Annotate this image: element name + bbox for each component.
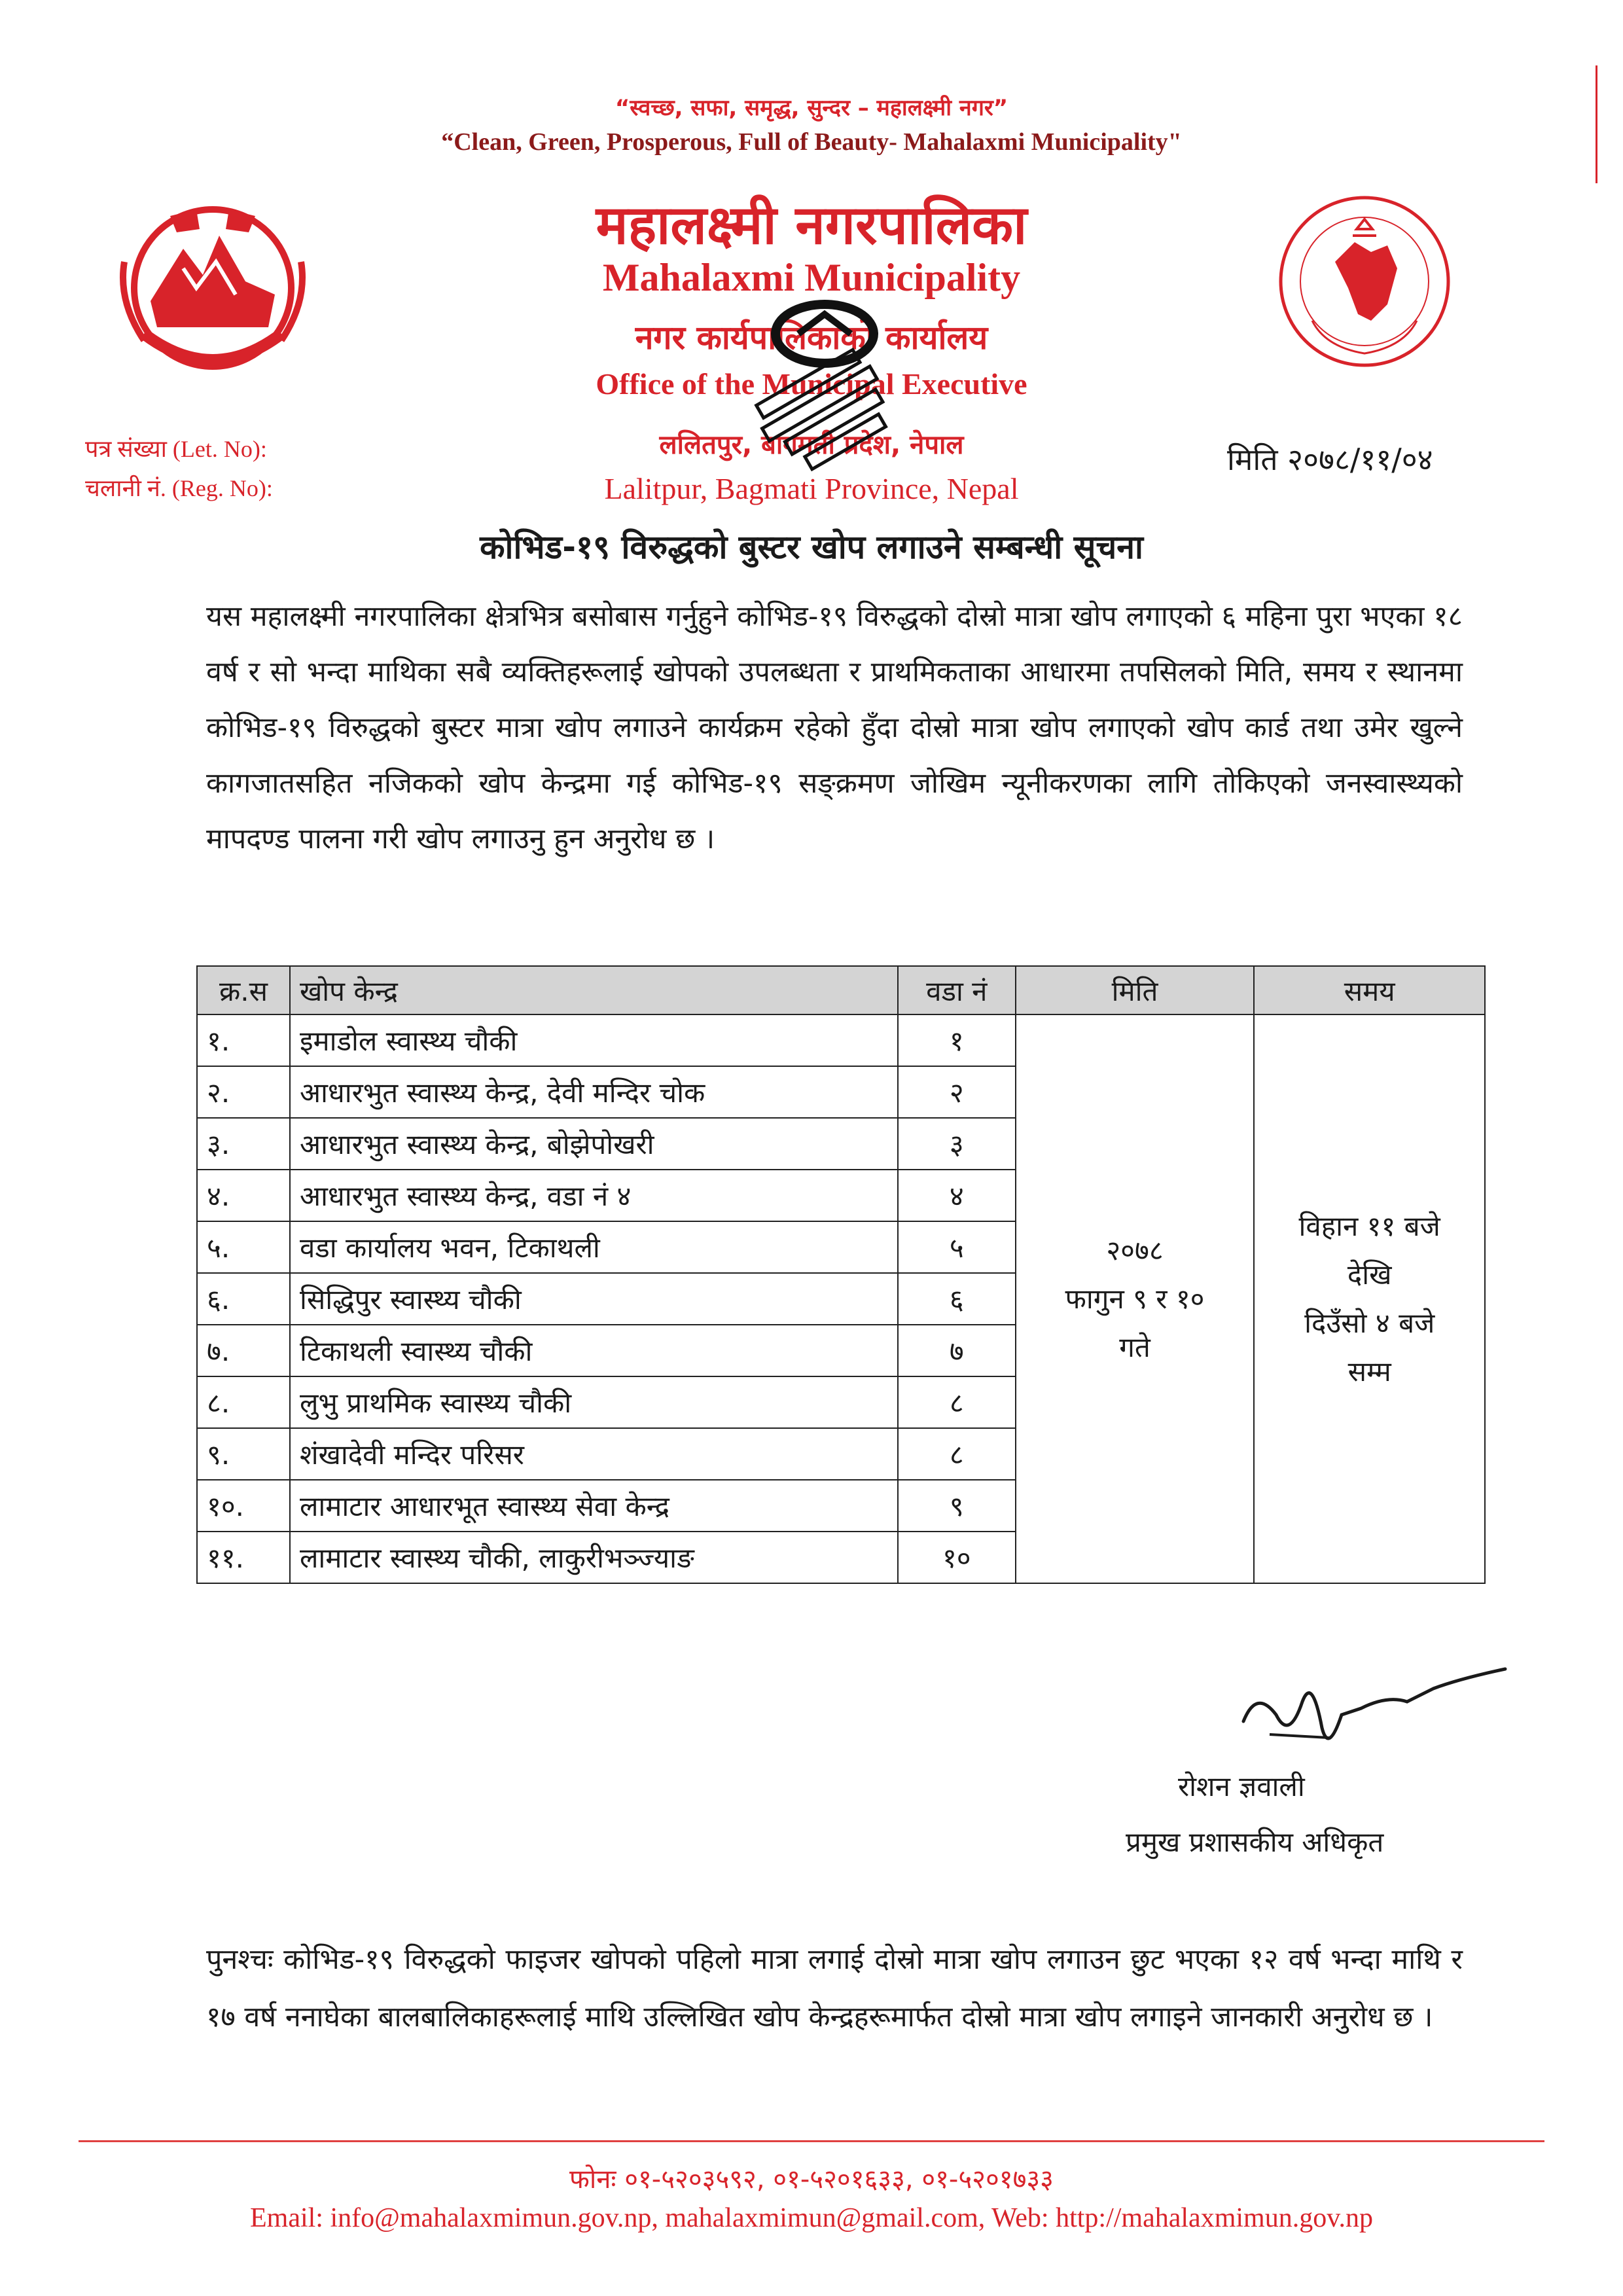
cell-time bbox=[1254, 1014, 1485, 1583]
cell-ward: ७ bbox=[898, 1325, 1016, 1376]
margin-mark bbox=[1596, 65, 1597, 183]
cell-ward: ८ bbox=[898, 1428, 1016, 1480]
cell-center: आधारभुत स्वास्थ्य केन्द्र, वडा नं ४ bbox=[290, 1170, 898, 1221]
date-line: फागुन ९ र १० bbox=[1065, 1282, 1205, 1315]
cell-ward: ६ bbox=[898, 1273, 1016, 1325]
cell-sn: १०. bbox=[197, 1480, 290, 1532]
cell-ward: ५ bbox=[898, 1221, 1016, 1273]
cell-sn: ६. bbox=[197, 1273, 290, 1325]
office-stamp-icon bbox=[726, 288, 923, 511]
cell-center: टिकाथली स्वास्थ्य चौकी bbox=[290, 1325, 898, 1376]
time-line: दिउँसो ४ बजे bbox=[1304, 1306, 1435, 1339]
header-time: समय bbox=[1254, 966, 1485, 1014]
table-header-row bbox=[197, 966, 1485, 1014]
cell-center: लामाटार स्वास्थ्य चौकी, लाकुरीभञ्ज्याङ bbox=[290, 1532, 898, 1583]
header-ward: वडा नं bbox=[898, 966, 1016, 1014]
cell-sn: ३. bbox=[197, 1118, 290, 1170]
time-line: विहान ११ बजे bbox=[1298, 1210, 1440, 1242]
cell-sn: ११. bbox=[197, 1532, 290, 1583]
address-english: Lalitpur, Bagmati Province, Nepal bbox=[604, 472, 1019, 505]
footer-phone: फोनः ०१-५२०३५९२, ०१-५२०१६३३, ०१-५२०१७३३ bbox=[569, 2164, 1054, 2195]
letter-date: मिति २०७८/११/०४ bbox=[1227, 442, 1433, 477]
time-line: देखि bbox=[1347, 1258, 1392, 1291]
footer-divider bbox=[79, 2140, 1544, 2142]
cell-center: आधारभुत स्वास्थ्य केन्द्र, देवी मन्दिर चोक bbox=[290, 1066, 898, 1118]
cell-ward: २ bbox=[898, 1066, 1016, 1118]
cell-sn: २. bbox=[197, 1066, 290, 1118]
address-nepali: ललितपुर, बागमती प्रदेश, नेपाल bbox=[659, 430, 964, 460]
cell-sn: ८. bbox=[197, 1376, 290, 1428]
signatory-name: रोशन ज्ञवाली bbox=[1178, 1770, 1305, 1803]
cell-ward: १ bbox=[898, 1014, 1016, 1066]
cell-sn: ४. bbox=[197, 1170, 290, 1221]
office-english: Office of the Municipal Executive bbox=[596, 367, 1027, 401]
header-sn: क्र.स bbox=[197, 966, 290, 1014]
cell-ward: १० bbox=[898, 1532, 1016, 1583]
notice-body: यस महालक्ष्मी नगरपालिका क्षेत्रभित्र बसोबास गर्नुहुने कोभिड-१९ विरुद्धको दोस्रो मात्रा खोप लगाएको ६ महिना पुरा भएका १८ वर्ष र सो भन्दा माथिका सबै व्यक्तिहरूलाई खोपको उपलब्धता र प्राथमिकताका आधारमा तपसिलको मिति, समय र स्थानमा कोभिड-१९ विरुद्धको बुस्टर मात्रा खोप लगाउने कार्यक्रम रहेको हुँदा दोस्रो मात्रा खोप लगाएको खोप कार्ड तथा उमेर खुल्ने कागजातसहित नजिकको खोप केन्द्रमा गई कोभिड-१९ सङ्क्रमण जोखिम न्यूनीकरणका लागि तोकिएको जनस्वास्थ्यको मापदण्ड पालना गरी खोप लगाउनु हुन अनुरोध छ । bbox=[206, 600, 1463, 855]
cell-center: शंखादेवी मन्दिर परिसर bbox=[290, 1428, 898, 1480]
slogan-english: “Clean, Green, Prosperous, Full of Beauty- Mahalaxmi Municipality" bbox=[441, 128, 1182, 156]
title-english: Mahalaxmi Municipality bbox=[602, 256, 1021, 299]
table-row bbox=[197, 1014, 1485, 1066]
cell-sn: १. bbox=[197, 1014, 290, 1066]
footer-email: Email: info@mahalaxmimun.gov.np, mahalaxmimun@gmail.com, Web: http://mahalaxmimun.gov.np bbox=[250, 2203, 1373, 2233]
cell-center: लुभु प्राथमिक स्वास्थ्य चौकी bbox=[290, 1376, 898, 1428]
vaccination-centers-table bbox=[196, 965, 1486, 1584]
cell-center: लामाटार आधारभूत स्वास्थ्य सेवा केन्द्र bbox=[290, 1480, 898, 1532]
cell-center: सिद्धिपुर स्वास्थ्य चौकी bbox=[290, 1273, 898, 1325]
signatory-title: प्रमुख प्रशासकीय अधिकृत bbox=[1126, 1826, 1384, 1858]
handwritten-signature-icon bbox=[1230, 1649, 1518, 1761]
time-line: सम्म bbox=[1347, 1355, 1391, 1388]
cell-ward: ९ bbox=[898, 1480, 1016, 1532]
cell-sn: ९. bbox=[197, 1428, 290, 1480]
letter-number-label: पत्र संख्या (Let. No): bbox=[85, 436, 267, 462]
cell-sn: ७. bbox=[197, 1325, 290, 1376]
office-nepali: नगर कार्यपालिकाको कार्यालय bbox=[635, 319, 988, 357]
cell-center: इमाडोल स्वास्थ्य चौकी bbox=[290, 1014, 898, 1066]
postscript-note: पुनश्चः कोभिड-१९ विरुद्धको फाइजर खोपको पहिलो मात्रा लगाई दोस्रो मात्रा खोप लगाउन छुट भएका १२ वर्ष भन्दा माथि र १७ वर्ष ननाघेका बालबालिकाहरूलाई माथि उल्लिखित खोप केन्द्रहरूमार्फत दोस्रो मात्रा खोप लगाइने जानकारी अनुरोध छ । bbox=[206, 1943, 1463, 2034]
cell-center: वडा कार्यालय भवन, टिकाथली bbox=[290, 1221, 898, 1273]
cell-sn: ५. bbox=[197, 1221, 290, 1273]
title-nepali: महालक्ष्मी नगरपालिका bbox=[596, 194, 1027, 257]
cell-ward: ८ bbox=[898, 1376, 1016, 1428]
registration-number-label: चलानी नं. (Reg. No): bbox=[85, 475, 273, 501]
cell-ward: ३ bbox=[898, 1118, 1016, 1170]
header-date: मिति bbox=[1016, 966, 1255, 1014]
header-center: खोप केन्द्र bbox=[290, 966, 898, 1014]
date-line: गते bbox=[1119, 1331, 1150, 1363]
cell-ward: ४ bbox=[898, 1170, 1016, 1221]
cell-center: आधारभुत स्वास्थ्य केन्द्र, बोझेपोखरी bbox=[290, 1118, 898, 1170]
cell-date bbox=[1016, 1014, 1255, 1583]
date-line: २०७८ bbox=[1106, 1234, 1164, 1266]
notice-subject: कोभिड-१९ विरुद्धको बुस्टर खोप लगाउने सम्बन्धी सूचना bbox=[480, 528, 1143, 566]
slogan-nepali: “स्वच्छ, सफा, समृद्ध, सुन्दर – महालक्ष्मी नगर” bbox=[615, 95, 1008, 121]
